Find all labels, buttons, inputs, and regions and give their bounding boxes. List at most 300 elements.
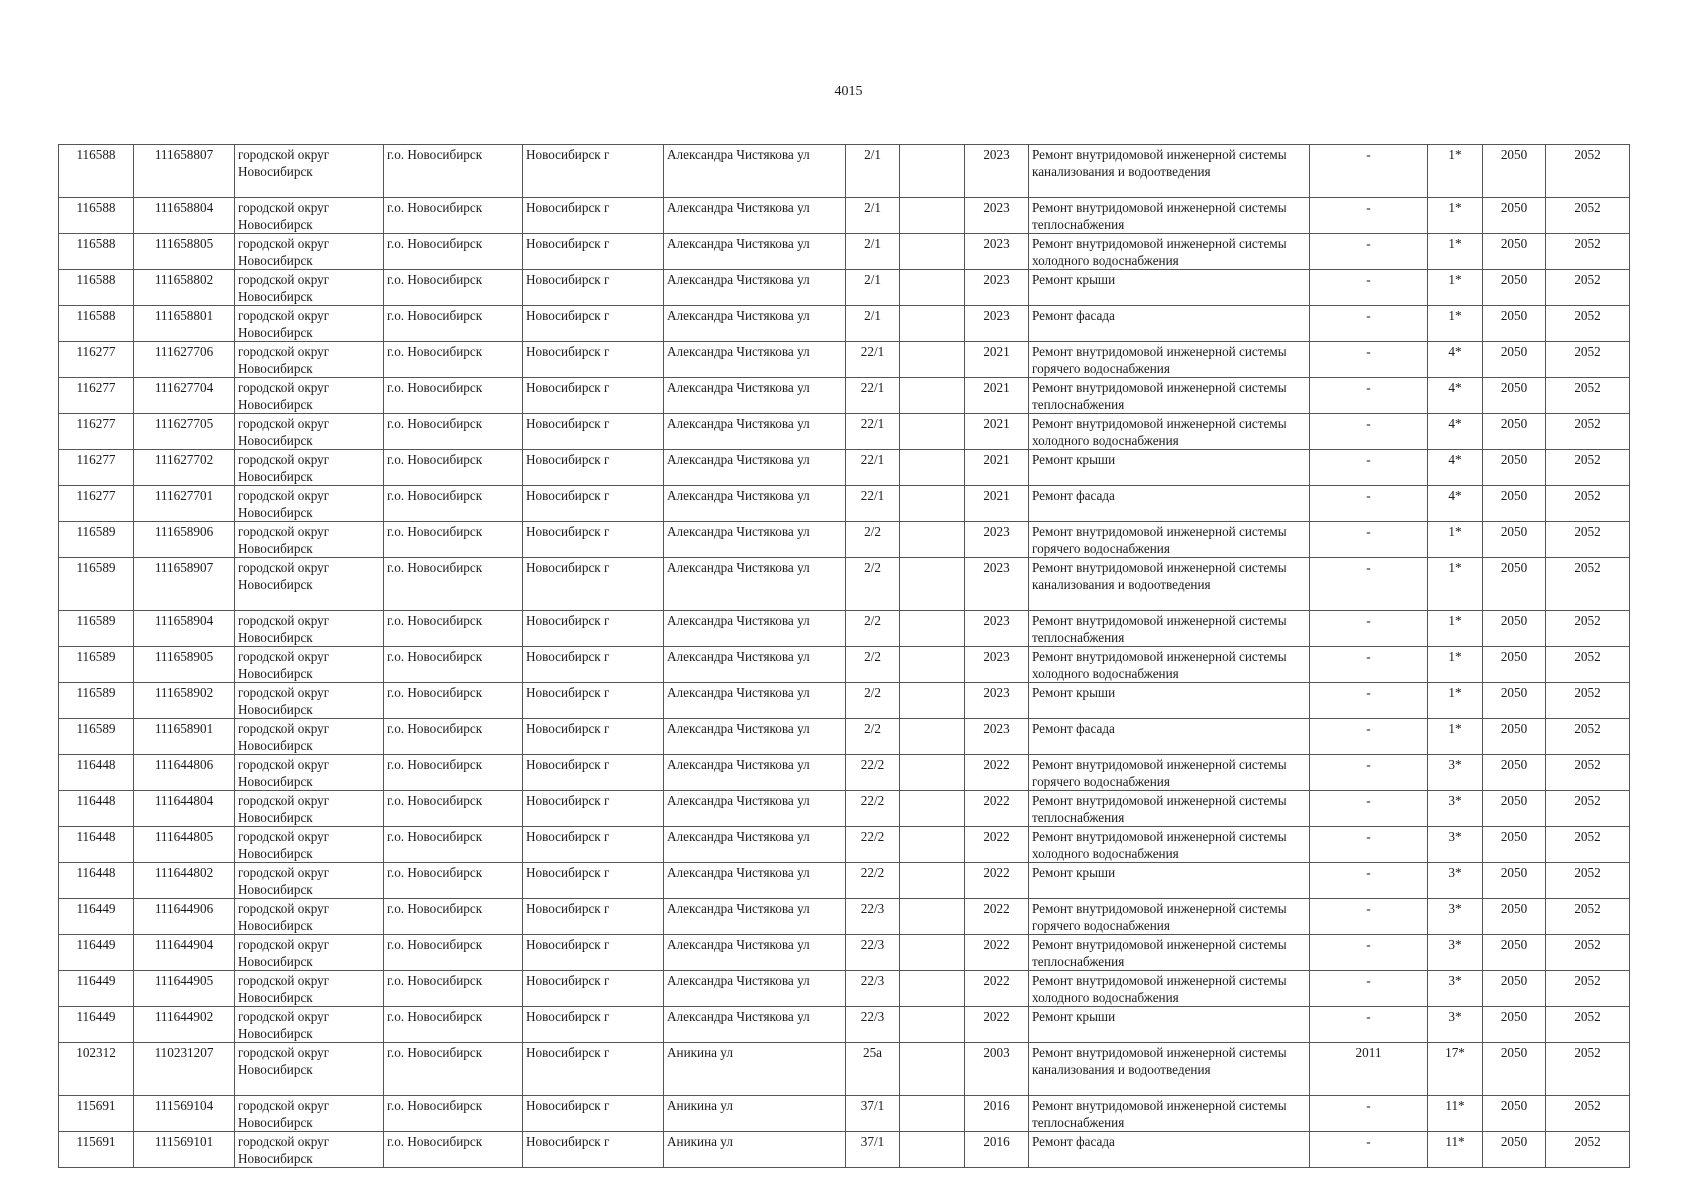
cell-house-id: 116449 <box>59 935 134 971</box>
cell-building <box>900 558 965 611</box>
cell-city: Новосибирск г <box>523 1007 664 1043</box>
cell-city: Новосибирск г <box>523 450 664 486</box>
cell-plan-end-year: 2052 <box>1546 611 1630 647</box>
cell-element-id: 111658805 <box>134 234 235 270</box>
cell-last-repair-year: - <box>1310 450 1428 486</box>
cell-plan-start-year: 2050 <box>1483 791 1546 827</box>
cell-house-number: 2/2 <box>846 647 900 683</box>
cell-house-id: 102312 <box>59 1043 134 1096</box>
cell-house-id: 116449 <box>59 1007 134 1043</box>
cell-plan-end-year: 2052 <box>1546 1007 1630 1043</box>
cell-element-id: 111627704 <box>134 378 235 414</box>
cell-district: г.о. Новосибирск <box>384 270 523 306</box>
cell-street: Аникина ул <box>664 1096 846 1132</box>
cell-city: Новосибирск г <box>523 1043 664 1096</box>
cell-city: Новосибирск г <box>523 1132 664 1168</box>
cell-year: 2022 <box>965 899 1029 935</box>
cell-plan-end-year: 2052 <box>1546 378 1630 414</box>
cell-year: 2003 <box>965 1043 1029 1096</box>
cell-year: 2023 <box>965 234 1029 270</box>
page-number: 4015 <box>834 84 863 99</box>
table-row <box>59 971 1630 1007</box>
cell-municipality: городской округ Новосибирск <box>235 414 384 450</box>
cell-priority: 4* <box>1428 378 1483 414</box>
cell-element-id: 111658802 <box>134 270 235 306</box>
cell-street: Александра Чистякова ул <box>664 647 846 683</box>
cell-street: Александра Чистякова ул <box>664 270 846 306</box>
cell-last-repair-year: - <box>1310 522 1428 558</box>
cell-house-id: 116277 <box>59 378 134 414</box>
cell-plan-start-year: 2050 <box>1483 558 1546 611</box>
cell-municipality: городской округ Новосибирск <box>235 683 384 719</box>
cell-district: г.о. Новосибирск <box>384 558 523 611</box>
cell-year: 2022 <box>965 935 1029 971</box>
cell-municipality: городской округ Новосибирск <box>235 486 384 522</box>
cell-building <box>900 827 965 863</box>
cell-year: 2016 <box>965 1096 1029 1132</box>
cell-house-number: 22/1 <box>846 378 900 414</box>
cell-house-number: 2/1 <box>846 234 900 270</box>
table-row <box>59 198 1630 234</box>
cell-year: 2021 <box>965 450 1029 486</box>
cell-district: г.о. Новосибирск <box>384 145 523 198</box>
cell-work-type: Ремонт внутридомовой инженерной системы горячего водоснабжения <box>1029 755 1310 791</box>
cell-municipality: городской округ Новосибирск <box>235 1096 384 1132</box>
table-row <box>59 486 1630 522</box>
cell-last-repair-year: - <box>1310 935 1428 971</box>
table-row <box>59 611 1630 647</box>
cell-priority: 1* <box>1428 683 1483 719</box>
table-row <box>59 558 1630 611</box>
cell-priority: 1* <box>1428 558 1483 611</box>
cell-year: 2016 <box>965 1132 1029 1168</box>
cell-plan-start-year: 2050 <box>1483 935 1546 971</box>
cell-street: Александра Чистякова ул <box>664 342 846 378</box>
table-row <box>59 234 1630 270</box>
cell-municipality: городской округ Новосибирск <box>235 558 384 611</box>
cell-municipality: городской округ Новосибирск <box>235 935 384 971</box>
cell-building <box>900 1007 965 1043</box>
cell-plan-start-year: 2050 <box>1483 378 1546 414</box>
cell-city: Новосибирск г <box>523 378 664 414</box>
cell-work-type: Ремонт внутридомовой инженерной системы холодного водоснабжения <box>1029 414 1310 450</box>
cell-priority: 11* <box>1428 1096 1483 1132</box>
cell-plan-end-year: 2052 <box>1546 306 1630 342</box>
cell-last-repair-year: - <box>1310 1096 1428 1132</box>
cell-street: Александра Чистякова ул <box>664 198 846 234</box>
cell-city: Новосибирск г <box>523 234 664 270</box>
cell-year: 2022 <box>965 827 1029 863</box>
cell-district: г.о. Новосибирск <box>384 863 523 899</box>
cell-house-number: 2/2 <box>846 558 900 611</box>
cell-plan-start-year: 2050 <box>1483 971 1546 1007</box>
cell-priority: 1* <box>1428 198 1483 234</box>
cell-house-id: 116589 <box>59 522 134 558</box>
cell-plan-end-year: 2052 <box>1546 755 1630 791</box>
cell-priority: 4* <box>1428 342 1483 378</box>
cell-work-type: Ремонт внутридомовой инженерной системы холодного водоснабжения <box>1029 827 1310 863</box>
table-row <box>59 1007 1630 1043</box>
cell-building <box>900 863 965 899</box>
cell-plan-start-year: 2050 <box>1483 863 1546 899</box>
cell-last-repair-year: - <box>1310 791 1428 827</box>
cell-district: г.о. Новосибирск <box>384 647 523 683</box>
cell-municipality: городской округ Новосибирск <box>235 863 384 899</box>
cell-element-id: 111644805 <box>134 827 235 863</box>
cell-element-id: 111658904 <box>134 611 235 647</box>
cell-building <box>900 647 965 683</box>
cell-house-number: 2/1 <box>846 145 900 198</box>
cell-work-type: Ремонт внутридомовой инженерной системы холодного водоснабжения <box>1029 234 1310 270</box>
cell-element-id: 111569101 <box>134 1132 235 1168</box>
cell-city: Новосибирск г <box>523 306 664 342</box>
cell-element-id: 111658906 <box>134 522 235 558</box>
cell-plan-end-year: 2052 <box>1546 1043 1630 1096</box>
cell-city: Новосибирск г <box>523 558 664 611</box>
cell-municipality: городской округ Новосибирск <box>235 647 384 683</box>
table-row <box>59 414 1630 450</box>
cell-element-id: 111644804 <box>134 791 235 827</box>
cell-building <box>900 899 965 935</box>
cell-work-type: Ремонт внутридомовой инженерной системы холодного водоснабжения <box>1029 647 1310 683</box>
cell-house-number: 22/2 <box>846 755 900 791</box>
cell-city: Новосибирск г <box>523 1096 664 1132</box>
cell-work-type: Ремонт внутридомовой инженерной системы канализования и водоотведения <box>1029 558 1310 611</box>
cell-house-id: 116448 <box>59 827 134 863</box>
cell-priority: 4* <box>1428 414 1483 450</box>
cell-district: г.о. Новосибирск <box>384 1132 523 1168</box>
cell-work-type: Ремонт внутридомовой инженерной системы теплоснабжения <box>1029 611 1310 647</box>
cell-plan-end-year: 2052 <box>1546 863 1630 899</box>
cell-last-repair-year: - <box>1310 683 1428 719</box>
cell-district: г.о. Новосибирск <box>384 198 523 234</box>
cell-city: Новосибирск г <box>523 611 664 647</box>
cell-building <box>900 755 965 791</box>
cell-city: Новосибирск г <box>523 935 664 971</box>
cell-year: 2022 <box>965 1007 1029 1043</box>
cell-priority: 3* <box>1428 899 1483 935</box>
cell-street: Александра Чистякова ул <box>664 935 846 971</box>
cell-building <box>900 1132 965 1168</box>
cell-work-type: Ремонт внутридомовой инженерной системы теплоснабжения <box>1029 935 1310 971</box>
cell-priority: 1* <box>1428 719 1483 755</box>
cell-house-id: 116589 <box>59 611 134 647</box>
cell-house-number: 25а <box>846 1043 900 1096</box>
table-row <box>59 827 1630 863</box>
cell-municipality: городской округ Новосибирск <box>235 522 384 558</box>
cell-element-id: 111644802 <box>134 863 235 899</box>
cell-building <box>900 378 965 414</box>
cell-district: г.о. Новосибирск <box>384 234 523 270</box>
cell-street: Александра Чистякова ул <box>664 791 846 827</box>
cell-element-id: 111658907 <box>134 558 235 611</box>
cell-plan-end-year: 2052 <box>1546 270 1630 306</box>
cell-building <box>900 1096 965 1132</box>
cell-building <box>900 198 965 234</box>
cell-building <box>900 234 965 270</box>
cell-plan-end-year: 2052 <box>1546 522 1630 558</box>
table-row <box>59 683 1630 719</box>
cell-city: Новосибирск г <box>523 899 664 935</box>
cell-house-number: 2/2 <box>846 719 900 755</box>
cell-house-number: 22/2 <box>846 863 900 899</box>
cell-plan-start-year: 2050 <box>1483 342 1546 378</box>
cell-street: Александра Чистякова ул <box>664 306 846 342</box>
cell-street: Александра Чистякова ул <box>664 1007 846 1043</box>
cell-priority: 3* <box>1428 791 1483 827</box>
cell-district: г.о. Новосибирск <box>384 899 523 935</box>
cell-last-repair-year: - <box>1310 234 1428 270</box>
cell-priority: 3* <box>1428 755 1483 791</box>
cell-district: г.о. Новосибирск <box>384 522 523 558</box>
cell-last-repair-year: - <box>1310 863 1428 899</box>
cell-work-type: Ремонт внутридомовой инженерной системы горячего водоснабжения <box>1029 899 1310 935</box>
cell-city: Новосибирск г <box>523 198 664 234</box>
cell-house-number: 22/3 <box>846 971 900 1007</box>
cell-work-type: Ремонт крыши <box>1029 683 1310 719</box>
cell-plan-end-year: 2052 <box>1546 145 1630 198</box>
cell-plan-start-year: 2050 <box>1483 306 1546 342</box>
cell-municipality: городской округ Новосибирск <box>235 145 384 198</box>
cell-district: г.о. Новосибирск <box>384 1007 523 1043</box>
table-row <box>59 647 1630 683</box>
cell-municipality: городской округ Новосибирск <box>235 791 384 827</box>
cell-municipality: городской округ Новосибирск <box>235 899 384 935</box>
cell-work-type: Ремонт крыши <box>1029 863 1310 899</box>
cell-work-type: Ремонт внутридомовой инженерной системы теплоснабжения <box>1029 791 1310 827</box>
cell-building <box>900 486 965 522</box>
cell-district: г.о. Новосибирск <box>384 342 523 378</box>
cell-last-repair-year: - <box>1310 1007 1428 1043</box>
cell-district: г.о. Новосибирск <box>384 450 523 486</box>
cell-district: г.о. Новосибирск <box>384 971 523 1007</box>
cell-plan-start-year: 2050 <box>1483 899 1546 935</box>
cell-work-type: Ремонт крыши <box>1029 1007 1310 1043</box>
cell-year: 2023 <box>965 145 1029 198</box>
cell-plan-end-year: 2052 <box>1546 827 1630 863</box>
cell-district: г.о. Новосибирск <box>384 414 523 450</box>
cell-municipality: городской округ Новосибирск <box>235 1132 384 1168</box>
cell-work-type: Ремонт внутридомовой инженерной системы горячего водоснабжения <box>1029 342 1310 378</box>
cell-year: 2023 <box>965 198 1029 234</box>
cell-plan-end-year: 2052 <box>1546 486 1630 522</box>
cell-element-id: 111658901 <box>134 719 235 755</box>
cell-municipality: городской округ Новосибирск <box>235 198 384 234</box>
cell-house-id: 116277 <box>59 342 134 378</box>
table-row <box>59 899 1630 935</box>
cell-plan-end-year: 2052 <box>1546 198 1630 234</box>
cell-last-repair-year: 2011 <box>1310 1043 1428 1096</box>
cell-priority: 1* <box>1428 522 1483 558</box>
cell-last-repair-year: - <box>1310 611 1428 647</box>
cell-element-id: 111658807 <box>134 145 235 198</box>
cell-element-id: 110231207 <box>134 1043 235 1096</box>
table-row <box>59 450 1630 486</box>
cell-district: г.о. Новосибирск <box>384 935 523 971</box>
cell-municipality: городской округ Новосибирск <box>235 971 384 1007</box>
cell-plan-start-year: 2050 <box>1483 145 1546 198</box>
cell-element-id: 111658902 <box>134 683 235 719</box>
cell-house-id: 116277 <box>59 486 134 522</box>
cell-plan-start-year: 2050 <box>1483 1132 1546 1168</box>
cell-plan-end-year: 2052 <box>1546 414 1630 450</box>
table-row <box>59 270 1630 306</box>
cell-district: г.о. Новосибирск <box>384 719 523 755</box>
cell-year: 2022 <box>965 791 1029 827</box>
cell-city: Новосибирск г <box>523 647 664 683</box>
cell-building <box>900 450 965 486</box>
cell-plan-end-year: 2052 <box>1546 647 1630 683</box>
cell-house-id: 116589 <box>59 558 134 611</box>
cell-street: Аникина ул <box>664 1132 846 1168</box>
cell-house-id: 116589 <box>59 683 134 719</box>
cell-house-number: 37/1 <box>846 1096 900 1132</box>
cell-element-id: 111627705 <box>134 414 235 450</box>
cell-plan-end-year: 2052 <box>1546 342 1630 378</box>
cell-year: 2023 <box>965 270 1029 306</box>
cell-last-repair-year: - <box>1310 414 1428 450</box>
cell-house-id: 116448 <box>59 755 134 791</box>
cell-year: 2023 <box>965 683 1029 719</box>
cell-plan-end-year: 2052 <box>1546 719 1630 755</box>
cell-priority: 17* <box>1428 1043 1483 1096</box>
cell-district: г.о. Новосибирск <box>384 611 523 647</box>
cell-house-number: 22/2 <box>846 827 900 863</box>
cell-plan-end-year: 2052 <box>1546 450 1630 486</box>
cell-priority: 3* <box>1428 1007 1483 1043</box>
table-row <box>59 1096 1630 1132</box>
cell-plan-start-year: 2050 <box>1483 1043 1546 1096</box>
cell-city: Новосибирск г <box>523 755 664 791</box>
cell-building <box>900 971 965 1007</box>
cell-street: Александра Чистякова ул <box>664 558 846 611</box>
cell-work-type: Ремонт внутридомовой инженерной системы канализования и водоотведения <box>1029 1043 1310 1096</box>
cell-work-type: Ремонт внутридомовой инженерной системы теплоснабжения <box>1029 198 1310 234</box>
cell-year: 2023 <box>965 558 1029 611</box>
cell-plan-start-year: 2050 <box>1483 647 1546 683</box>
table-row <box>59 145 1630 198</box>
cell-house-id: 116277 <box>59 414 134 450</box>
cell-element-id: 111644806 <box>134 755 235 791</box>
cell-district: г.о. Новосибирск <box>384 791 523 827</box>
cell-year: 2021 <box>965 378 1029 414</box>
cell-street: Александра Чистякова ул <box>664 719 846 755</box>
cell-last-repair-year: - <box>1310 647 1428 683</box>
cell-city: Новосибирск г <box>523 863 664 899</box>
cell-district: г.о. Новосибирск <box>384 827 523 863</box>
cell-house-id: 116588 <box>59 306 134 342</box>
cell-work-type: Ремонт фасада <box>1029 719 1310 755</box>
cell-element-id: 111644902 <box>134 1007 235 1043</box>
table-row <box>59 522 1630 558</box>
cell-city: Новосибирск г <box>523 683 664 719</box>
cell-street: Александра Чистякова ул <box>664 755 846 791</box>
cell-house-number: 22/1 <box>846 486 900 522</box>
cell-work-type: Ремонт внутридомовой инженерной системы холодного водоснабжения <box>1029 971 1310 1007</box>
table-row <box>59 719 1630 755</box>
cell-municipality: городской округ Новосибирск <box>235 234 384 270</box>
cell-plan-start-year: 2050 <box>1483 198 1546 234</box>
cell-plan-start-year: 2050 <box>1483 755 1546 791</box>
cell-building <box>900 611 965 647</box>
cell-work-type: Ремонт внутридомовой инженерной системы канализования и водоотведения <box>1029 145 1310 198</box>
table-row <box>59 378 1630 414</box>
cell-house-id: 116448 <box>59 791 134 827</box>
cell-work-type: Ремонт крыши <box>1029 270 1310 306</box>
cell-house-number: 2/1 <box>846 198 900 234</box>
cell-priority: 1* <box>1428 145 1483 198</box>
cell-last-repair-year: - <box>1310 342 1428 378</box>
cell-last-repair-year: - <box>1310 306 1428 342</box>
cell-house-number: 2/1 <box>846 306 900 342</box>
cell-last-repair-year: - <box>1310 145 1428 198</box>
cell-street: Александра Чистякова ул <box>664 378 846 414</box>
cell-house-id: 116588 <box>59 145 134 198</box>
cell-municipality: городской округ Новосибирск <box>235 270 384 306</box>
cell-house-number: 2/2 <box>846 683 900 719</box>
table-row <box>59 1043 1630 1096</box>
table-row <box>59 791 1630 827</box>
cell-street: Александра Чистякова ул <box>664 234 846 270</box>
cell-building <box>900 306 965 342</box>
cell-plan-start-year: 2050 <box>1483 827 1546 863</box>
cell-house-id: 116589 <box>59 719 134 755</box>
cell-plan-start-year: 2050 <box>1483 683 1546 719</box>
cell-plan-start-year: 2050 <box>1483 1007 1546 1043</box>
cell-element-id: 111627702 <box>134 450 235 486</box>
cell-priority: 1* <box>1428 611 1483 647</box>
cell-building <box>900 342 965 378</box>
cell-element-id: 111627706 <box>134 342 235 378</box>
cell-element-id: 111644906 <box>134 899 235 935</box>
cell-municipality: городской округ Новосибирск <box>235 719 384 755</box>
cell-city: Новосибирск г <box>523 522 664 558</box>
cell-last-repair-year: - <box>1310 486 1428 522</box>
cell-street: Александра Чистякова ул <box>664 450 846 486</box>
cell-element-id: 111658801 <box>134 306 235 342</box>
cell-district: г.о. Новосибирск <box>384 306 523 342</box>
cell-plan-end-year: 2052 <box>1546 899 1630 935</box>
cell-work-type: Ремонт внутридомовой инженерной системы теплоснабжения <box>1029 378 1310 414</box>
cell-house-number: 2/1 <box>846 270 900 306</box>
cell-house-number: 22/2 <box>846 791 900 827</box>
cell-plan-start-year: 2050 <box>1483 611 1546 647</box>
cell-municipality: городской округ Новосибирск <box>235 1043 384 1096</box>
cell-street: Аникина ул <box>664 1043 846 1096</box>
cell-street: Александра Чистякова ул <box>664 486 846 522</box>
cell-plan-start-year: 2050 <box>1483 522 1546 558</box>
cell-element-id: 111627701 <box>134 486 235 522</box>
cell-building <box>900 414 965 450</box>
table-row <box>59 342 1630 378</box>
cell-city: Новосибирск г <box>523 414 664 450</box>
cell-house-id: 116589 <box>59 647 134 683</box>
table-row <box>59 306 1630 342</box>
cell-plan-end-year: 2052 <box>1546 683 1630 719</box>
cell-year: 2023 <box>965 611 1029 647</box>
cell-municipality: городской округ Новосибирск <box>235 611 384 647</box>
cell-element-id: 111644905 <box>134 971 235 1007</box>
cell-work-type: Ремонт фасада <box>1029 1132 1310 1168</box>
table-row <box>59 1132 1630 1168</box>
cell-plan-start-year: 2050 <box>1483 234 1546 270</box>
cell-city: Новосибирск г <box>523 270 664 306</box>
cell-priority: 3* <box>1428 827 1483 863</box>
cell-year: 2022 <box>965 863 1029 899</box>
cell-plan-start-year: 2050 <box>1483 719 1546 755</box>
cell-street: Александра Чистякова ул <box>664 899 846 935</box>
cell-district: г.о. Новосибирск <box>384 486 523 522</box>
